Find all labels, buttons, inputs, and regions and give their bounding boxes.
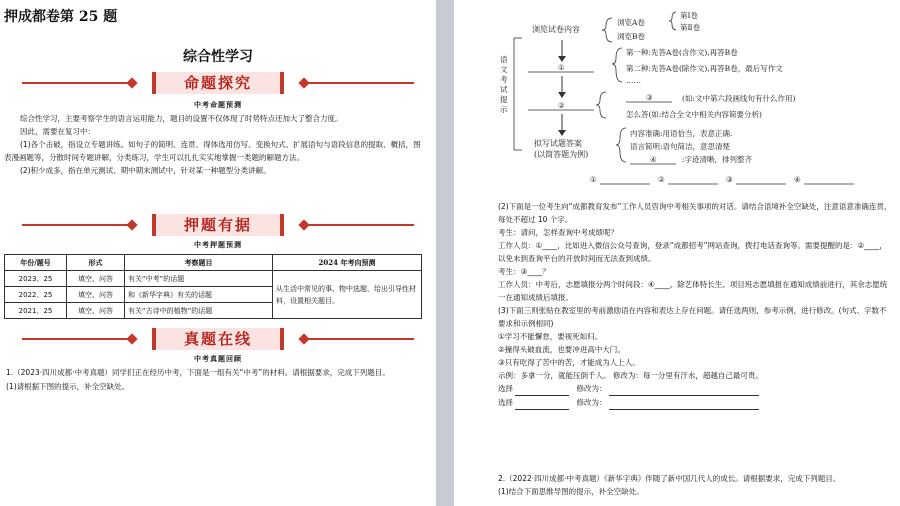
table-cell: 填空、问答 (67, 271, 125, 287)
step1-text: 浏览试卷内容 (532, 25, 580, 34)
table-prediction-cell: 从生活中常见的事、物中选题，给出引导性材料，设置相关题目。 (273, 271, 422, 319)
banner-line-left (22, 224, 134, 226)
q2-line: 考生：请问，怎样查询中考成绩呢？ (498, 228, 618, 237)
banner-tagline: 中考押题预测 (194, 241, 242, 249)
q3-answer-row (498, 382, 894, 396)
brace-ways (612, 48, 622, 82)
blank2-num: ② (558, 101, 565, 110)
q2-line: 工作人员：①____，比如进入微信公众号查询，登录“成都招考”网站查询，拨打电话查询等。需要提醒的是：②____，以免未到查询平台的开放时间而无法查到成绩。 (498, 241, 887, 263)
choose-input[interactable] (515, 396, 569, 410)
exam-table (4, 254, 422, 319)
table-cell: 有关“中考”的话题 (125, 271, 273, 287)
side-label-char: 考 (500, 75, 508, 84)
table-row (5, 271, 422, 287)
arrow-down-icon (558, 56, 566, 62)
q3-answer-row (498, 396, 894, 410)
req2-text: 语言简明:语句简洁，意思清楚 (630, 142, 731, 151)
blank1-num: ① (558, 63, 565, 72)
arrow-down-icon (558, 92, 566, 98)
modify-label: 修改为： (576, 384, 607, 393)
blank3-num: ③ (646, 93, 653, 102)
intro-paragraph: (1)各个击破，指设立专题讲练。如句子的简明、连贯、得体选用仿写、变换句式、扩展语句与语段信息的提取、概括，图表漫画题等，分散时间专题讲解，分类练习，学生可以扎扎实实地掌握一类题的解题方法。 (4, 140, 421, 162)
section-subtitle: 综合性学习 (183, 49, 253, 65)
blank3-note: (如:文中第六段画线句有什么作用) (682, 94, 796, 103)
q2-line: 考生：③____？ (498, 267, 550, 276)
banner-basis (0, 214, 436, 236)
banner-line-right (302, 82, 414, 84)
side-label-char: 提 (500, 95, 508, 104)
diamond-icon (126, 219, 137, 230)
view-a-text: 浏览A卷 (617, 18, 645, 27)
side-label-char: 语 (500, 55, 508, 64)
table-header: 2024 年考向预测 (273, 255, 422, 271)
side-label-char: 示 (500, 105, 508, 114)
diagram-side-label (500, 55, 508, 114)
q3-example: 示例：多拿一分，就能压倒千人。 修改为：每一分里有汗水，超越自己最可贵。 (498, 371, 763, 380)
view-b-text: 浏览B卷 (617, 32, 646, 41)
brace-volumes (669, 12, 676, 30)
table-header: 考察题目 (125, 255, 273, 271)
req1-text: 内容准确:用语恰当，表意正确. (630, 129, 733, 138)
banner-line-left (22, 82, 134, 84)
side-label-char: 试 (500, 85, 508, 94)
modify-label: 修改为： (576, 398, 607, 407)
table-header: 年份/题号 (5, 255, 67, 271)
document-title: 押成都卷第 25 题 (4, 9, 118, 25)
way1-text: 第一种:先答A卷(含作文),再答B卷 (626, 48, 738, 57)
banner-line-right (302, 338, 414, 340)
table-cell: 2022、25 (5, 287, 67, 303)
left-page (0, 0, 436, 506)
answer-label-1: ① (590, 175, 597, 184)
question-2-next (498, 472, 894, 498)
question-1-text: 1.（2023·四川成都·中考真题）同学们正在经历中考，下面是一组有关“中考”的材料。请根据要求，完成下列题目。 (6, 368, 390, 377)
way2-text: 第二种:先答A卷(除作文),再答B卷，最后写作文 (626, 64, 783, 73)
table-cell: 2023、25 (5, 271, 67, 287)
answer-label-2: ② (658, 175, 665, 184)
banner-tagline: 中考命题预测 (194, 101, 242, 109)
arrow-down-icon (558, 130, 566, 136)
choose-label: 选择 (498, 398, 513, 407)
brace-requirements (616, 128, 626, 162)
q2-instruction: (2)下面是一位考生向“成都教育发布”工作人员咨询中考相关事项的对话。请结合语境补全空缺处，注意语意准确连贯，每处不超过 10 个字。 (498, 202, 892, 224)
modify-input[interactable] (609, 396, 759, 410)
side-label-char: 文 (500, 65, 508, 74)
step4-text: 拟写试题答案 (534, 139, 582, 148)
vol2-text: 第Ⅱ卷 (680, 23, 701, 32)
modify-input[interactable] (609, 382, 759, 396)
page-gutter (436, 0, 454, 506)
diamond-icon (126, 77, 137, 88)
table-cell: 和《新华字典》有关的话题 (125, 287, 273, 303)
intro-paragraph: 综合性学习，主要考察学生的语言运用能力，题目的设置不仅体现了时势特点还加大了整合力度。 (20, 114, 343, 123)
choose-input[interactable] (515, 382, 569, 396)
step4-sub: (以简答题为例) (534, 150, 589, 159)
choose-label: 选择 (498, 384, 513, 393)
table-cell: 填空、问答 (67, 287, 125, 303)
next-question-text: 2.（2022·四川成都·中考真题）《新华字典》伴随了新中国几代人的成长。请根据要求，完成下列题目。 (498, 474, 841, 483)
banner-title: 真题在线 (152, 328, 284, 350)
table-header-row (5, 255, 422, 271)
banner-real-exams (0, 328, 436, 350)
intro-text (4, 112, 428, 177)
intro-paragraph: 因此，需要在复习中： (20, 127, 95, 136)
diamond-icon (126, 333, 137, 344)
answer-label-3: ③ (726, 175, 733, 184)
how-answer-text: 怎么答(如:结合全文中相关内容简要分析) (626, 110, 762, 119)
banner-line-right (302, 224, 414, 226)
question-1 (6, 366, 430, 394)
banner-tagline: 中考真题回顾 (194, 355, 242, 363)
brace-questions (596, 92, 606, 118)
q2-line: 工作人员：中考后，志愿填报分两个时间段：④____。除艺体特长生、项目班志愿填报在通知成绩前进行，其余志愿统一在通知成绩后填报。 (498, 280, 888, 302)
q3-item: ②撞得头破血流，也要冲进高中大门。 (498, 345, 625, 354)
table-cell: 有关“古诗中的植物”的话题 (125, 303, 273, 319)
ellipsis-text: …… (626, 76, 641, 85)
question-2-block (498, 200, 894, 410)
banner-line-left (22, 338, 134, 340)
brace-step1 (602, 18, 612, 42)
next-question-sub: (1)结合下面思维导图的提示，补全空缺处。 (498, 487, 644, 496)
blank4-num: ④ (650, 155, 657, 164)
q3-item: ③只有吃得了苦中的苦，才能成为人上人。 (498, 358, 640, 367)
question-1-sub: (1)请根据下图的提示，补全空缺处。 (6, 382, 130, 391)
banner-title: 命题探究 (152, 72, 284, 94)
banner-title: 押题有据 (152, 214, 284, 236)
req3-text: :字迹清晰，排列整齐 (682, 155, 753, 164)
intro-paragraph: (2)积少成多，指在单元测试、期中期末测试中，针对某一种题型分类讲解。 (20, 166, 271, 175)
q3-item: ①学习不能懈怠，要视死如归。 (498, 332, 603, 341)
vol1-text: 第Ⅰ卷 (680, 11, 698, 20)
right-page (454, 0, 900, 506)
table-cell: 填空、问答 (67, 303, 125, 319)
answer-label-4: ④ (794, 175, 801, 184)
banner-propositions (0, 72, 436, 94)
exam-tips-diagram (454, 0, 900, 200)
q3-instruction: (3)下面三则张贴在教室里的考前激励语在内容和表达上存在问题。请任选两则，参考示例，进行修改。(句式、字数不要求和示例相同) (498, 306, 887, 328)
table-header: 形式 (67, 255, 125, 271)
table-cell: 2021、25 (5, 303, 67, 319)
